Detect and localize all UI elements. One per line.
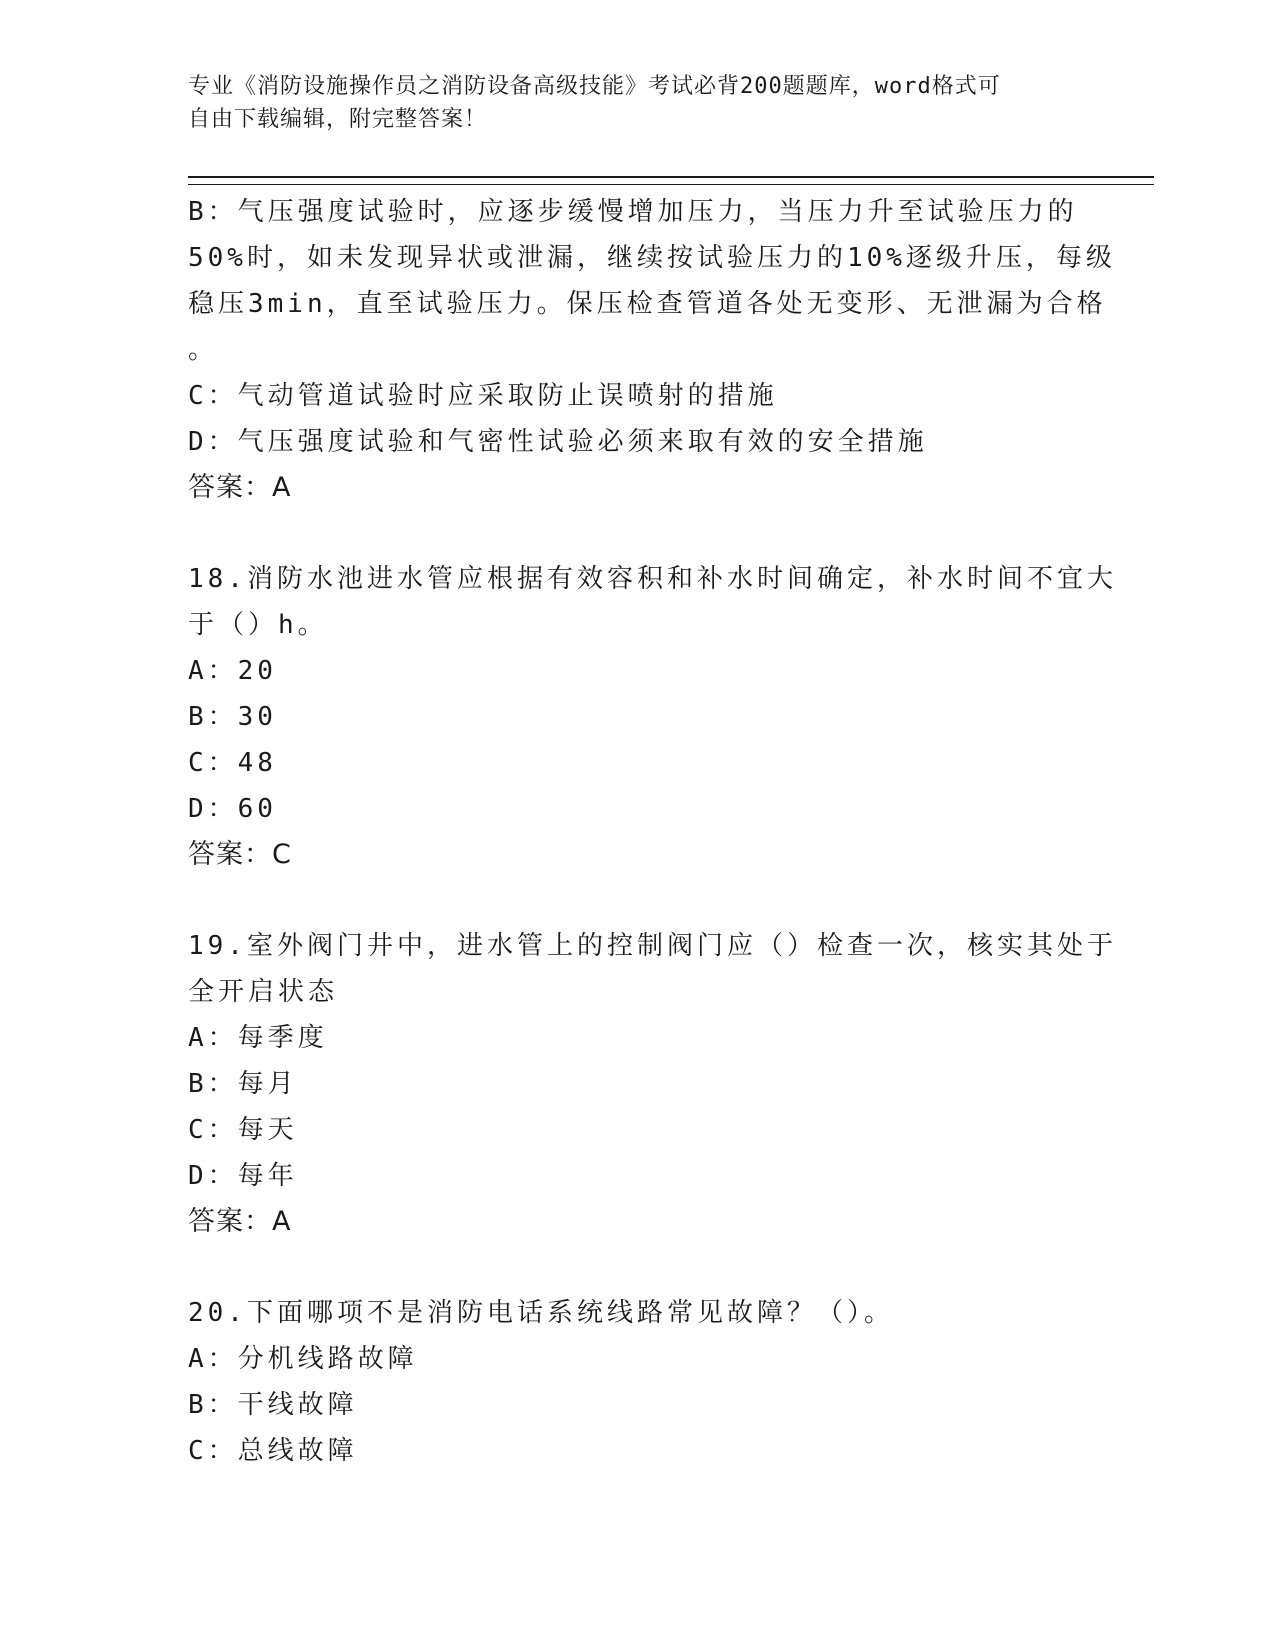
question-stem-line: 18.消防水池进水管应根据有效容积和补水时间确定，补水时间不宜大 xyxy=(188,564,1117,594)
option-c: C：总线故障 xyxy=(188,1436,358,1466)
option-a: A：20 xyxy=(188,656,277,686)
question-19 xyxy=(188,923,1117,1245)
option-b: B：每月 xyxy=(188,1069,298,1099)
question-stem-line: 19.室外阀门井中，进水管上的控制阀门应（）检查一次，核实其处于 xyxy=(188,931,1117,961)
option-b-line: B：气压强度试验时，应逐步缓慢增加压力，当压力升至试验压力的 xyxy=(188,197,1078,227)
option-c: C：每天 xyxy=(188,1115,298,1145)
option-a: A：分机线路故障 xyxy=(188,1344,418,1374)
document-header xyxy=(188,70,1088,136)
option-c: C：48 xyxy=(188,748,277,778)
option-d: D：60 xyxy=(188,794,277,824)
answer-label: 答案：A xyxy=(188,1206,292,1237)
question-stem-line: 20.下面哪项不是消防电话系统线路常见故障？（）。 xyxy=(188,1298,894,1328)
question-20 xyxy=(188,1290,1068,1474)
option-b-line: 。 xyxy=(188,335,219,365)
option-b-line: 稳压3min，直至试验压力。保压检查管道各处无变形、无泄漏为合格 xyxy=(188,289,1107,319)
option-b-line: 50%时，如未发现异状或泄漏，继续按试验压力的10%逐级升压，每级 xyxy=(188,243,1116,273)
spacer xyxy=(188,1245,1068,1290)
header-line-1: 专业《消防设施操作员之消防设备高级技能》考试必背200题题库，word格式可 xyxy=(188,74,1001,99)
header-line-2: 自由下载编辑，附完整答案！ xyxy=(188,107,488,132)
question-stem-line: 于（）h。 xyxy=(188,610,328,640)
option-b: B：干线故障 xyxy=(188,1390,358,1420)
option-b: B：30 xyxy=(188,702,277,732)
answer-label: 答案：C xyxy=(188,839,292,870)
spacer xyxy=(188,878,1068,923)
question-18 xyxy=(188,556,1117,878)
question-17-continued xyxy=(188,189,1116,511)
option-d: D：气压强度试验和气密性试验必须来取有效的安全措施 xyxy=(188,427,928,457)
option-c: C：气动管道试验时应采取防止误喷射的措施 xyxy=(188,381,778,411)
spacer xyxy=(188,511,1068,556)
option-a: A：每季度 xyxy=(188,1023,328,1053)
option-d: D：每年 xyxy=(188,1161,298,1191)
answer-label: 答案：A xyxy=(188,472,292,503)
question-stem-line: 全开启状态 xyxy=(188,977,339,1007)
question-content xyxy=(188,189,1117,1474)
header-divider xyxy=(188,176,1154,185)
